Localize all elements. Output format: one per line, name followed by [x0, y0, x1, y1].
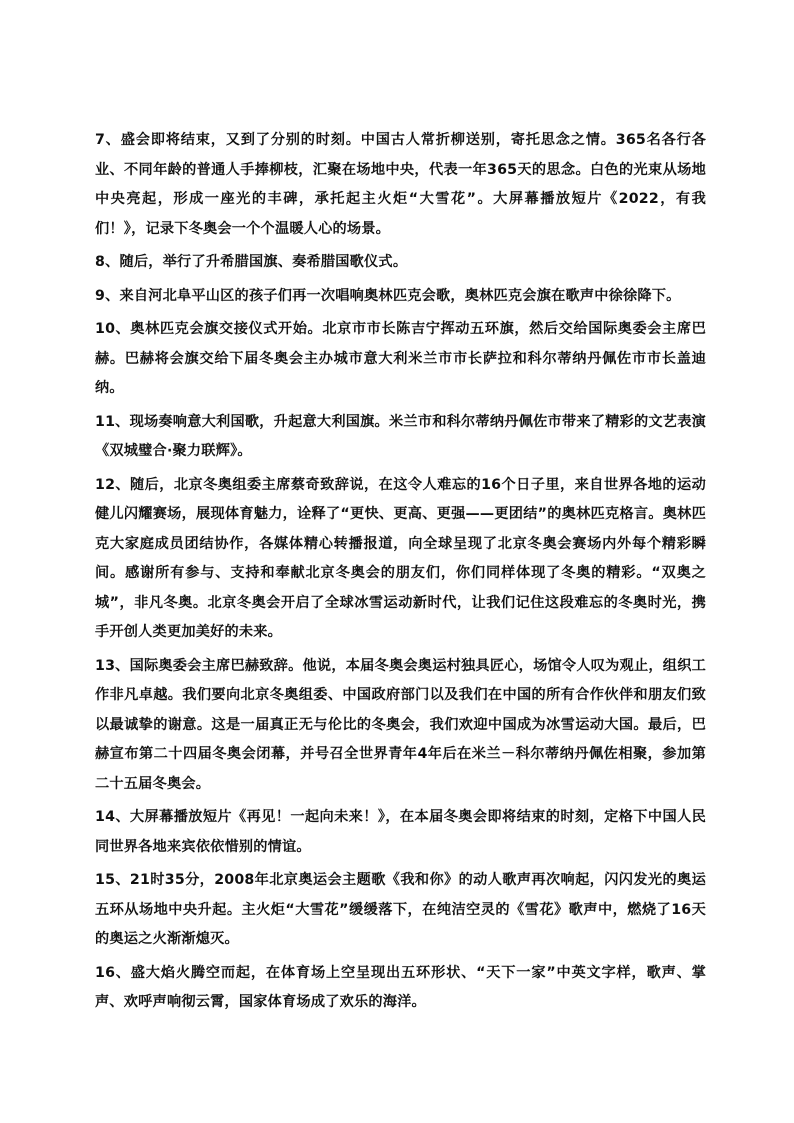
- paragraph-8: 8、随后，举行了升希腊国旗、奏希腊国歌仪式。: [95, 254, 408, 270]
- document-body: [95, 126, 706, 1022]
- paragraph-15: 15、21时35分，2008年北京奥运会主题歌《我和你》的动人歌声再次响起，闪闪发光的奥运五环从场地中央升起。主火炬“大雪花”缓缓落下，在纯洁空灵的《雪花》歌声中，燃烧了16天的奥运之火渐渐熄灭。: [95, 872, 706, 947]
- paragraph-7: 7、盛会即将结束，又到了分别的时刻。中国古人常折柳送别，寄托思念之情。365名各行各业、不同年龄的普通人手捧柳枝，汇聚在场地中央，代表一年365天的思念。白色的光束从场地中央亮起，形成一座光的丰碑，承托起主火炬“大雪花”。大屏幕播放短片《2022，有我们！》，记录下冬奥会一个个温暖人心的场景。: [95, 132, 706, 237]
- paragraph-11: 11、现场奏响意大利国歌，升起意大利国旗。米兰市和科尔蒂纳丹佩佐市带来了精彩的文艺表演《双城璧合·聚力联辉》。: [95, 413, 706, 459]
- paragraph-14: 14、大屏幕播放短片《再见！一起向未来！》，在本届冬奥会即将结束的时刻，定格下中国人民同世界各地来宾依依惜别的情谊。: [95, 809, 706, 855]
- paragraph-9: 9、来自河北阜平山区的孩子们再一次唱响奥林匹克会歌，奥林匹克会旗在歌声中徐徐降下。: [95, 287, 681, 304]
- paragraph-13: 13、国际奥委会主席巴赫致辞。他说，本届冬奥会奥运村独具匠心，场馆令人叹为观止，组织工作非凡卓越。我们要向北京冬奥组委、中国政府部门以及我们在中国的所有合作伙伴和朋友们致以最诚挚的谢意。这是一届真正无与伦比的冬奥会，我们欢迎中国成为冰雪运动大国。最后，巴赫宣布第二十四届冬奥会闭幕，并号召全世界青年4年后在米兰－科尔蒂纳丹佩佐相聚，参加第二十五届冬奥会。: [95, 657, 706, 792]
- paragraph-10: 10、奥林匹克会旗交接仪式开始。北京市市长陈吉宁挥动五环旗，然后交给国际奥委会主席巴赫。巴赫将会旗交给下届冬奥会主办城市意大利米兰市市长萨拉和科尔蒂纳丹佩佐市市长盖迪纳。: [95, 321, 706, 396]
- paragraph-12: 12、随后，北京冬奥组委主席蔡奇致辞说，在这令人难忘的16个日子里，来自世界各地的运动健儿闪耀赛场，展现体育魅力，诠释了“更快、更高、更强——更团结”的奥林匹克格言。奥林匹克大家庭成员团结协作，各媒体精心转播报道，向全球呈现了北京冬奥会赛场内外每个精彩瞬间。感谢所有参与、支持和奉献北京冬奥会的朋友们，你们同样体现了冬奥的精彩。“双奥之城”，非凡冬奥。北京冬奥会开启了全球冰雪运动新时代，让我们记住这段难忘的冬奥时光，携手开创人类更加美好的未来。: [95, 476, 706, 640]
- paragraph-16: 16、盛大焰火腾空而起，在体育场上空呈现出五环形状、“天下一家”中英文字样，歌声、掌声、欢呼声响彻云霄，国家体育场成了欢乐的海洋。: [95, 964, 706, 1010]
